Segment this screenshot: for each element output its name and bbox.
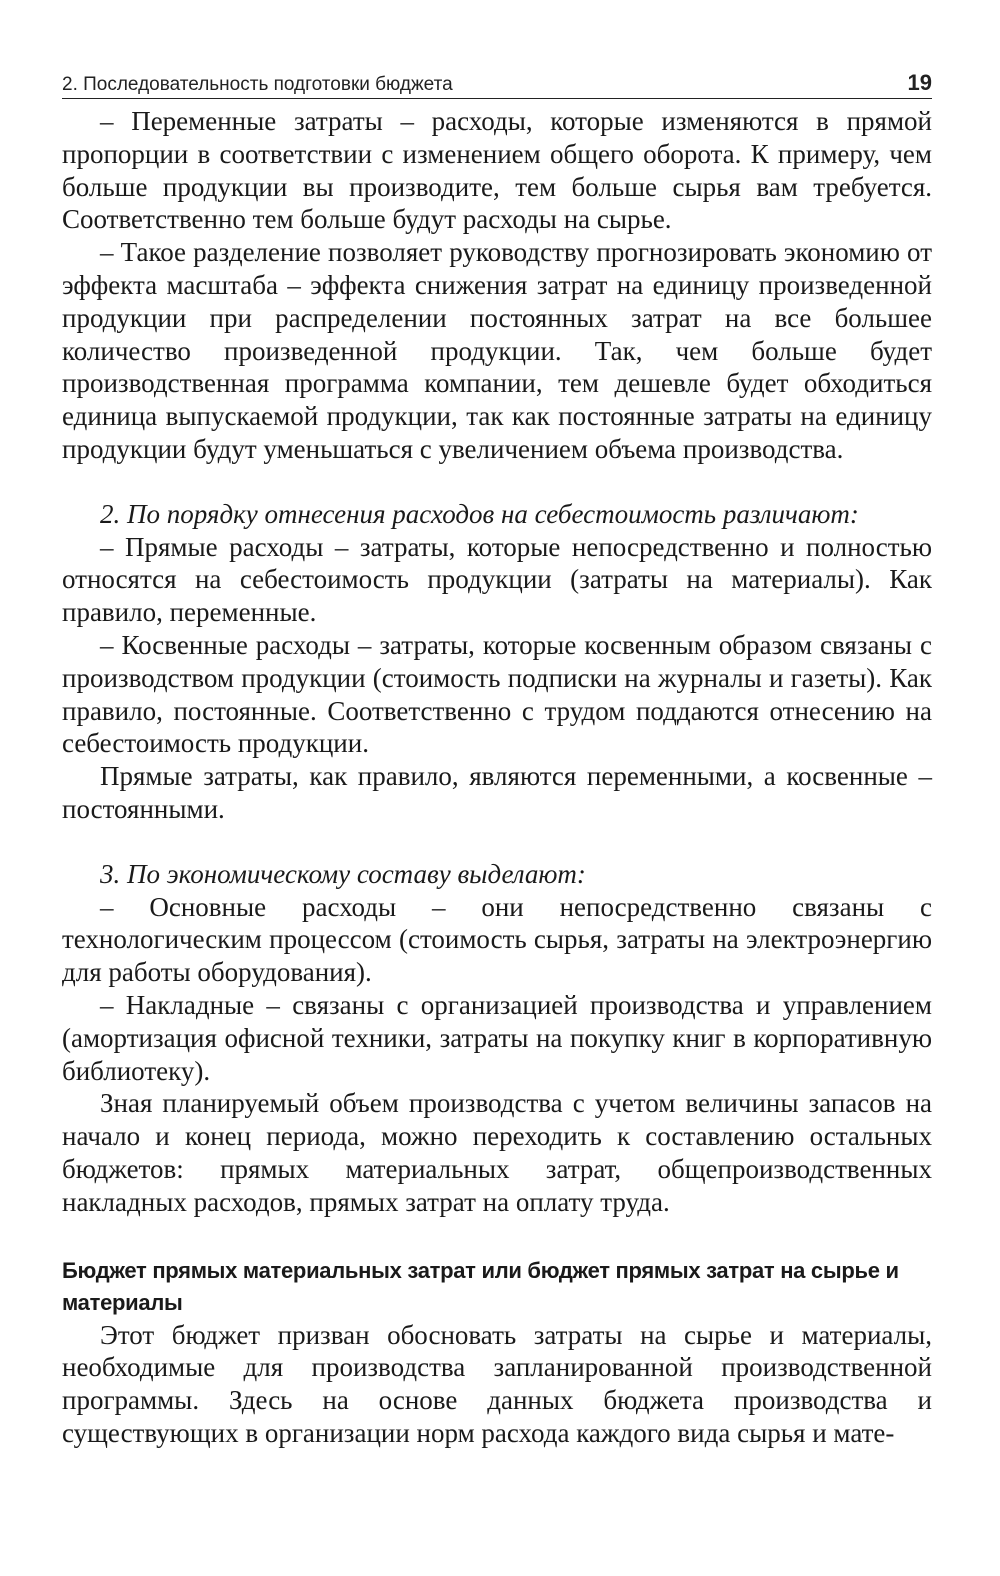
section-heading: Бюджет прямых материальных затрат или бюджет прямых затрат на сырье и материалы	[62, 1257, 899, 1315]
body-text	[62, 105, 932, 1450]
paragraph-overhead-costs: – Накладные – связаны с организацией производства и управлением (амортизация офисной техники, затраты на покупку книг в корпоративную библиотеку).	[62, 989, 932, 1086]
paragraph-direct-vs-indirect: Прямые затраты, как правило, являются переменными, а косвенные – постоянными.	[62, 761, 932, 824]
running-header	[62, 70, 932, 99]
paragraph-materials-budget: Этот бюджет призван обосновать затраты на сырье и материалы, необходимые для производства запланированной производственной программы. Здесь на основе данных бюджета производства и существующих в организации норм расхода каждого вида сырья и мате-	[62, 1319, 932, 1448]
paragraph-indirect-costs: – Косвенные расходы – затраты, которые косвенным образом связаны с производством продукции (стоимость подписки на журналы и газеты). Как правило, постоянные. Соответственно с трудом поддаются отнесению на себестоимость продукции.	[62, 629, 932, 759]
page-number: 19	[907, 70, 932, 95]
paragraph-direct-costs: – Прямые расходы – затраты, которые непосредственно и полностью относятся на себестоимость продукции (затраты на материалы). Как правило, переменные.	[62, 531, 932, 628]
paragraph-main-costs: – Основные расходы – они непосредственно связаны с технологическим процессом (стоимость сырья, затраты на электроэнергию для работы оборудования).	[62, 891, 932, 988]
paragraph-variable-costs: – Переменные затраты – расходы, которые изменяются в прямой пропорции в соответствии с изменением общего оборота. К примеру, чем больше продукции вы производите, тем больше сырья вам требуется. Соответственно тем больше будут расходы на сырье.	[62, 106, 932, 235]
section-2-lead: 2. По порядку отнесения расходов на себестоимость различают:	[100, 498, 859, 529]
paragraph-economy-of-scale: – Такое разделение позволяет руководству прогнозировать экономию от эффекта масштаба – эффекта снижения затрат на единицу произведенной продукции при распределении постоянных затрат на все большее количество произведенной продукции. Так, чем больше будет производственная программа компании, тем дешевле будет обходиться единица выпускаемой продукции, так как постоянные затраты на единицу продукции будут уменьшаться с увеличением объема производства.	[62, 237, 932, 464]
paragraph-planned-volume: Зная планируемый объем производства с учетом величины запасов на начало и конец периода, можно переходить к составлению остальных бюджетов: прямых материальных затрат, общепроизводственных накладных расходов, прямых затрат на оплату труда.	[62, 1088, 932, 1217]
book-page	[62, 70, 932, 1450]
chapter-title: 2. Последовательность подготовки бюджета	[62, 74, 453, 95]
section-3-lead: 3. По экономическому составу выделают:	[100, 858, 586, 889]
